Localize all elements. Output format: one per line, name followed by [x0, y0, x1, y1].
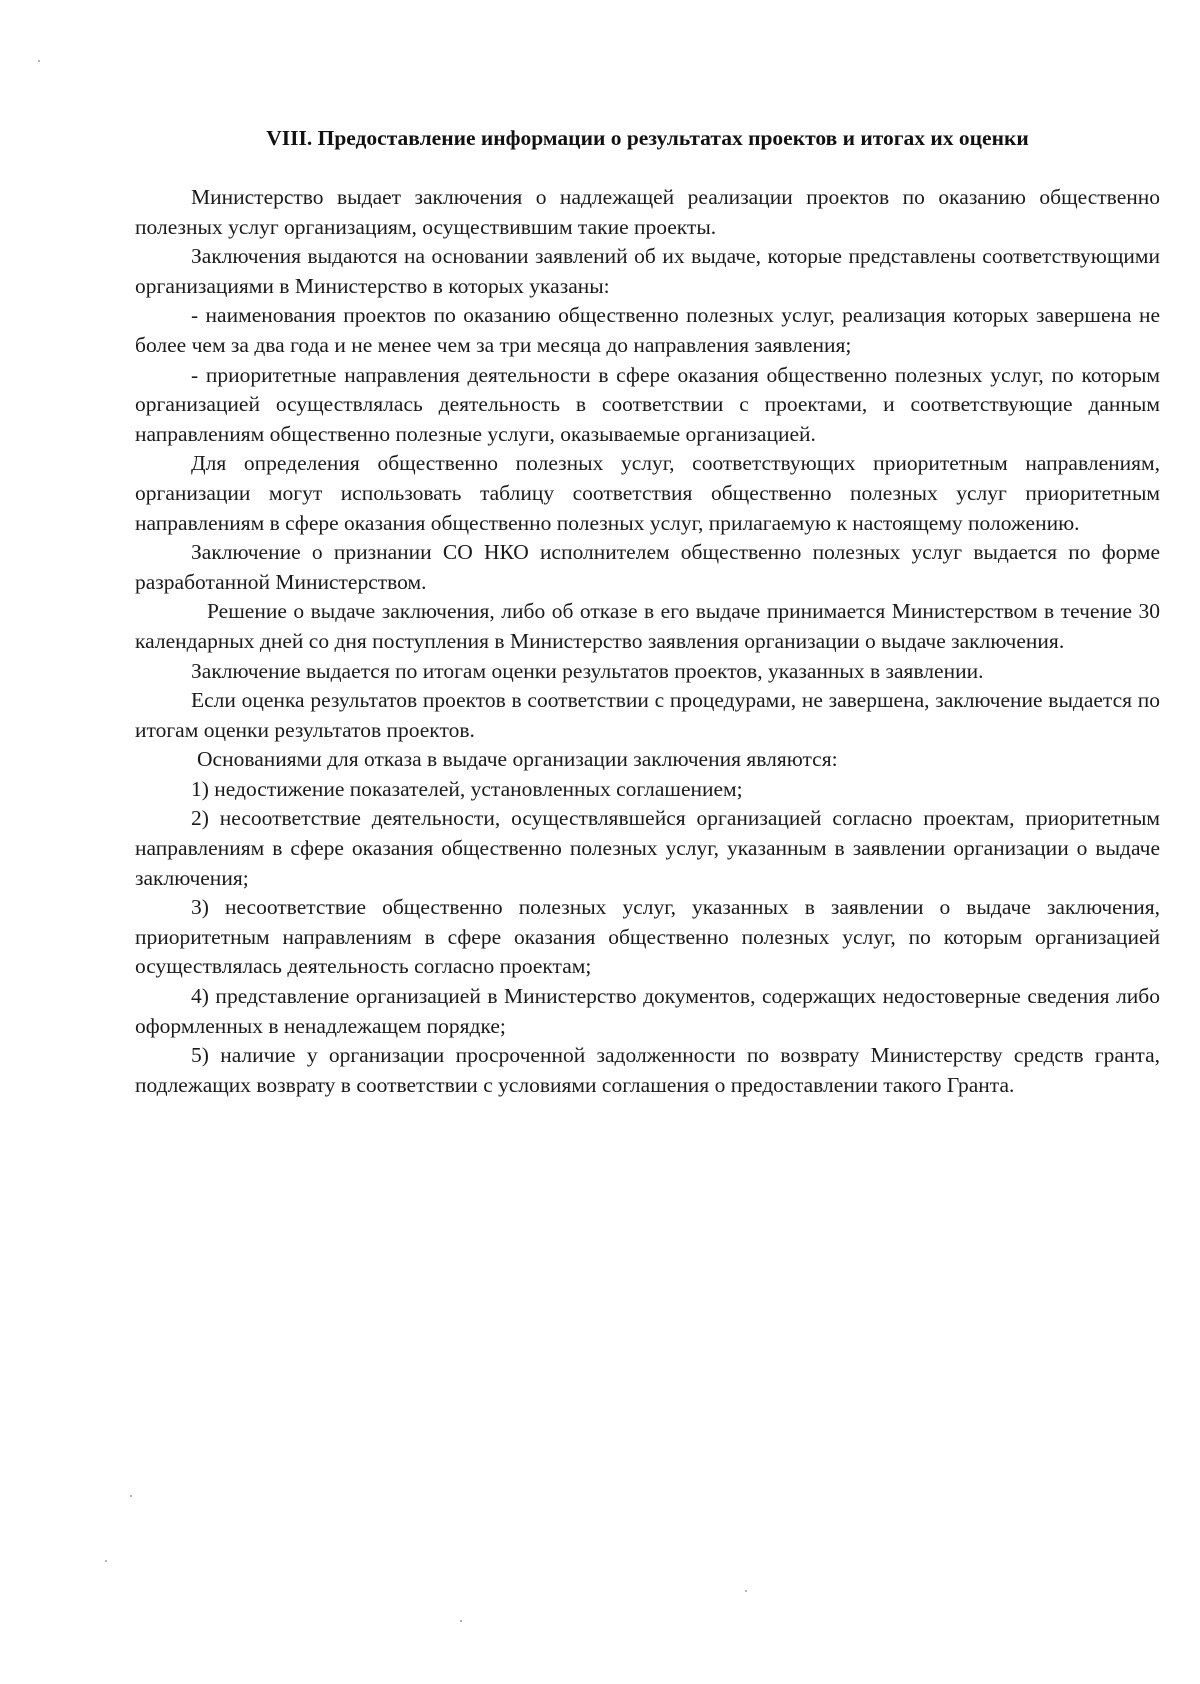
section-heading: VIII. Предоставление информации о результатах проектов и итогах их оценки — [266, 126, 1029, 150]
scan-speck — [745, 1590, 747, 1592]
paragraph-services-table: Для определения общественно полезных услуг, соответствующих приоритетным направлениям, организации могут использовать таблицу соответствия общественно полезных услуг приоритетным направлениям в сфере оказания общественно полезных услуг, прилагаемую к настоящему положению. — [135, 451, 1160, 535]
list-item-refusal-5: 5) наличие у организации просроченной задолженности по возврату Министерству средств гранта, подлежащих возврату в соответствии с условиями соглашения о предоставлении такого Гранта. — [135, 1043, 1160, 1097]
list-item-refusal-4: 4) представление организацией в Министерство документов, содержащих недостоверные сведения либо оформленных в ненадлежащем порядке; — [135, 984, 1160, 1038]
paragraph-if-not-completed: Если оценка результатов проектов в соответствии с процедурами, не завершена, заключение выдается по итогам оценки результатов проектов. — [135, 688, 1160, 742]
paragraph-decision-term: Решение о выдаче заключения, либо об отказе в его выдаче принимается Министерством в течение 30 календарных дней со дня поступления в Министерство заявления организации о выдаче заключения. — [135, 599, 1160, 653]
list-item-refusal-3: 3) несоответствие общественно полезных услуг, указанных в заявлении о выдаче заключения, приоритетным направлениям в сфере оказания общественно полезных услуг, по которым организацией осуществлялась деятельность согласно проектам; — [135, 895, 1160, 979]
scan-speck — [130, 1495, 132, 1497]
list-item-refusal-1: 1) недостижение показателей, установленных соглашением; — [191, 776, 743, 801]
paragraph-issued-by-results: Заключение выдается по итогам оценки результатов проектов, указанных в заявлении. — [191, 658, 984, 683]
paragraph-priority-areas: - приоритетные направления деятельности в сфере оказания общественно полезных услуг, по которым организацией осуществлялась деятельность в соответствии с проектами, и соответствующие данным направлениям общественно полезные услуги, оказываемые организацией. — [135, 362, 1160, 446]
paragraph-conclusion-form: Заключение о признании СО НКО исполнителем общественно полезных услуг выдается по форме разработанной Министерством. — [135, 540, 1160, 594]
scan-speck — [460, 1620, 462, 1622]
paragraph-conclusions-basis: Заключения выдаются на основании заявлений об их выдаче, которые представлены соответствующими организациями в Министерство в которых указаны: — [135, 244, 1160, 298]
document-body — [135, 183, 1160, 1100]
list-item-refusal-2: 2) несоответствие деятельности, осуществлявшейся организацией согласно проектам, приоритетным направлениям в сфере оказания общественно полезных услуг, указанным в заявлении организации о выдаче заключения; — [135, 806, 1160, 890]
paragraph-ministry-issues: Министерство выдает заключения о надлежащей реализации проектов по оказанию общественно полезных услуг организациям, осуществившим такие проекты. — [135, 185, 1160, 239]
scan-speck — [105, 1560, 107, 1562]
paragraph-refusal-grounds: Основаниями для отказа в выдаче организации заключения являются: — [197, 747, 838, 772]
scan-speck — [38, 60, 40, 62]
paragraph-project-names: - наименования проектов по оказанию общественно полезных услуг, реализация которых завершена не более чем за два года и не менее чем за три месяца до направления заявления; — [135, 303, 1160, 357]
